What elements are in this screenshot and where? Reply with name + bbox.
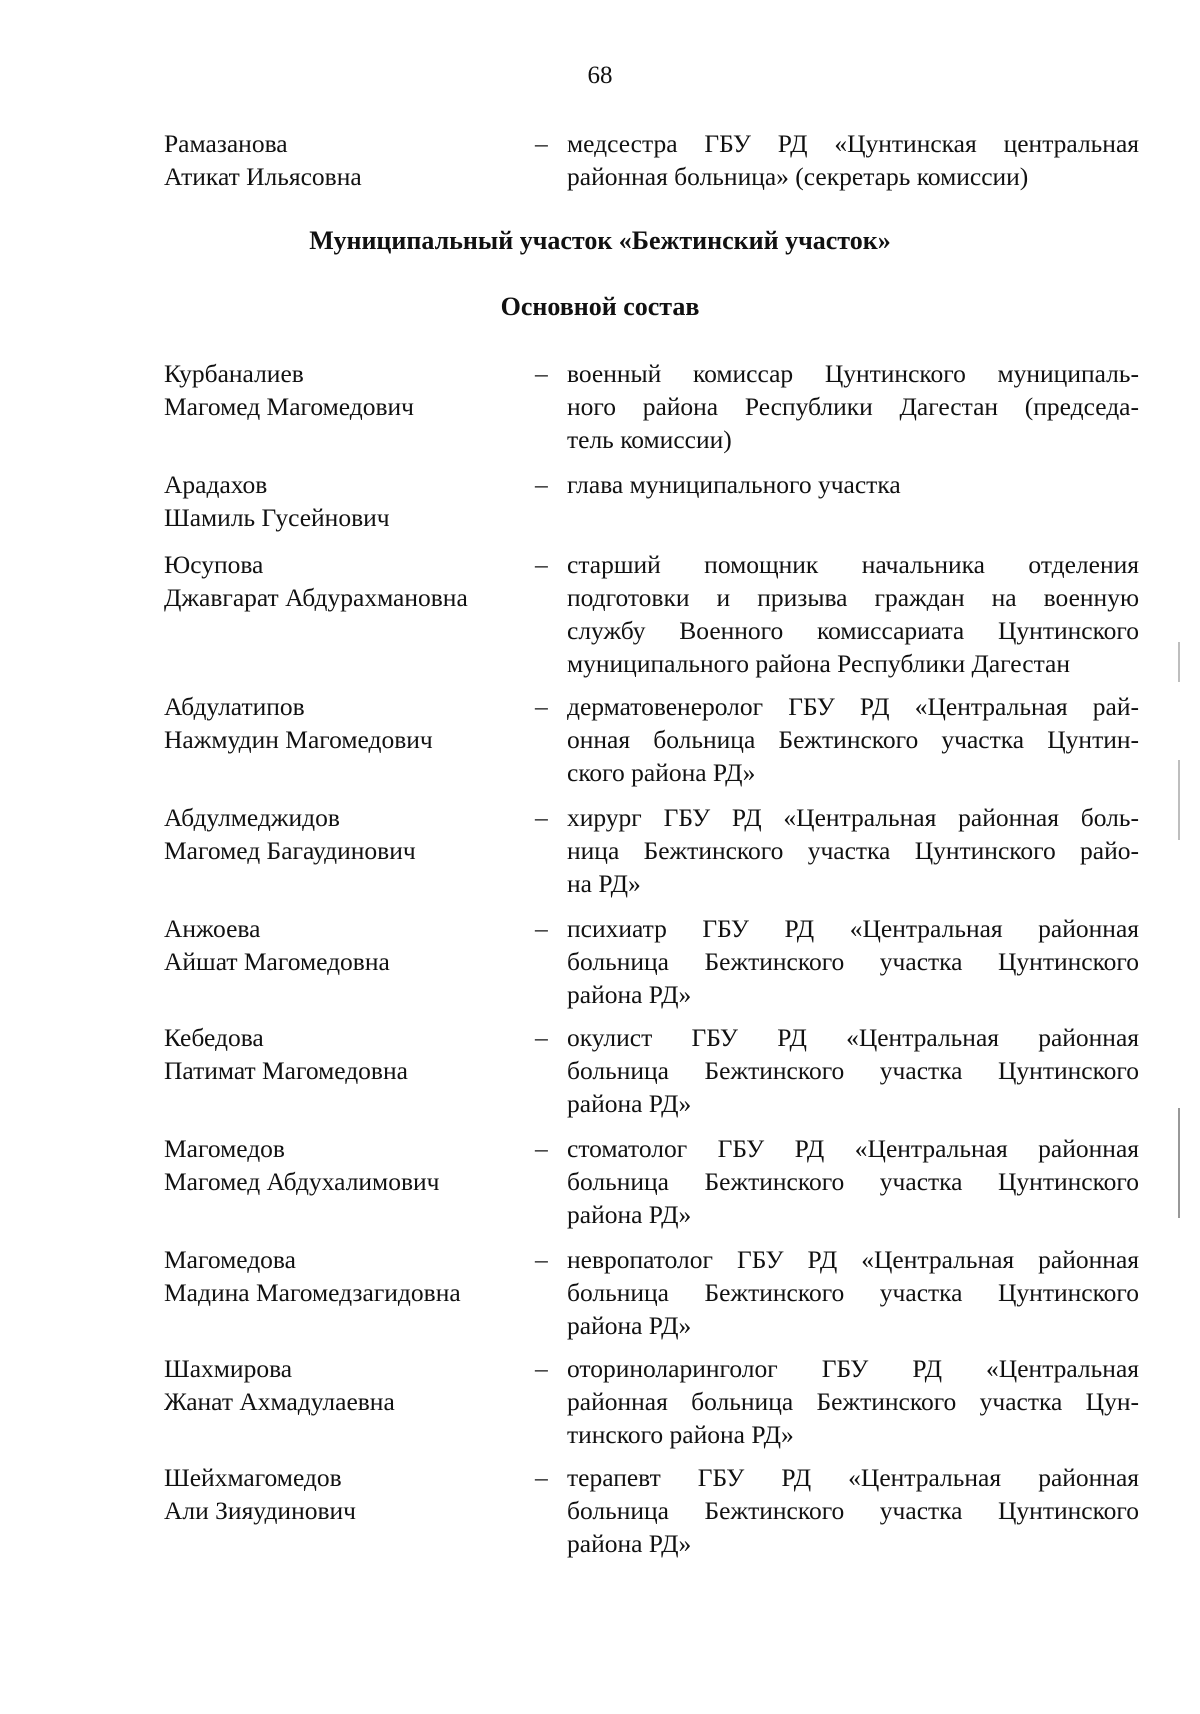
member-surname: Шахмирова — [164, 1354, 293, 1383]
dash-separator: – — [535, 1023, 548, 1052]
member-name — [164, 1021, 524, 1087]
member-role — [567, 357, 1139, 456]
role-line: оториноларинголог ГБУ РД «Центральная — [567, 1354, 1139, 1383]
member-role — [567, 1243, 1139, 1342]
member-role — [567, 801, 1139, 900]
role-line: ного района Республики Дагестан (председа- — [567, 392, 1139, 421]
member-given-names: Джавгарат Абдурахмановна — [164, 583, 468, 612]
member-name — [164, 548, 524, 614]
dash-separator: – — [535, 1354, 548, 1383]
scan-edge-mark — [1178, 642, 1180, 682]
member-role — [567, 1461, 1139, 1560]
member-surname: Абдулатипов — [164, 692, 305, 721]
member-role — [567, 1132, 1139, 1231]
role-line: онная больница Бежтинского участка Цунтин- — [567, 725, 1139, 754]
member-surname: Арадахов — [164, 470, 268, 499]
role-line: глава муниципального участка — [567, 470, 901, 499]
role-line: военный комиссар Цунтинского муниципаль- — [567, 359, 1139, 388]
member-name — [164, 801, 524, 867]
role-line: тинского района РД» — [567, 1420, 794, 1449]
scan-edge-mark — [1178, 1108, 1180, 1218]
role-line: службу Военного комиссариата Цунтинского — [567, 616, 1139, 645]
role-line: района РД» — [567, 980, 692, 1009]
role-line: стоматолог ГБУ РД «Центральная районная — [567, 1134, 1139, 1163]
role-line: на РД» — [567, 869, 641, 898]
dash-separator: – — [535, 550, 548, 579]
member-role — [567, 690, 1139, 789]
role-line: больница Бежтинского участка Цунтинского — [567, 1278, 1139, 1307]
member-surname: Юсупова — [164, 550, 264, 579]
member-name — [164, 1461, 524, 1527]
member-role — [567, 912, 1139, 1011]
role-line: старший помощник начальника отделения — [567, 550, 1139, 579]
dash-separator: – — [535, 1463, 548, 1492]
role-line: ского района РД» — [567, 758, 756, 787]
role-line: подготовки и призыва граждан на военную — [567, 583, 1139, 612]
role-line: больница Бежтинского участка Цунтинского — [567, 1167, 1139, 1196]
role-line: района РД» — [567, 1311, 692, 1340]
dash-separator: – — [535, 470, 548, 499]
role-line: муниципального района Республики Дагестан — [567, 649, 1070, 678]
dash-separator: – — [535, 129, 548, 158]
member-role — [567, 1021, 1139, 1120]
member-surname: Магомедова — [164, 1245, 296, 1274]
member-given-names: Мадина Магомедзагидовна — [164, 1278, 461, 1307]
role-line: районная больница Бежтинского участка Цун- — [567, 1387, 1139, 1416]
role-line: района РД» — [567, 1089, 692, 1118]
role-line: больница Бежтинского участка Цунтинского — [567, 1056, 1139, 1085]
member-role — [567, 127, 1139, 193]
member-surname: Курбаналиев — [164, 359, 304, 388]
member-surname: Кебедова — [164, 1023, 264, 1052]
member-name — [164, 912, 524, 978]
member-given-names: Шамиль Гусейнович — [164, 503, 390, 532]
role-line: ница Бежтинского участка Цунтинского райо- — [567, 836, 1139, 865]
section-heading: Муниципальный участок «Бежтинский участок» — [309, 226, 891, 255]
role-line: хирург ГБУ РД «Центральная районная боль- — [567, 803, 1139, 832]
member-name — [164, 357, 524, 423]
dash-separator: – — [535, 692, 548, 721]
role-line: района РД» — [567, 1200, 692, 1229]
member-name — [164, 1352, 524, 1418]
member-role — [567, 468, 1139, 501]
member-name — [164, 1243, 524, 1309]
member-name — [164, 468, 524, 534]
role-line: района РД» — [567, 1529, 692, 1558]
member-role — [567, 1352, 1139, 1451]
member-role — [567, 548, 1139, 680]
role-line: районная больница» (секретарь комиссии) — [567, 162, 1029, 191]
member-surname: Шейхмагомедов — [164, 1463, 342, 1492]
member-surname: Абдулмеджидов — [164, 803, 340, 832]
member-given-names: Али Зияудинович — [164, 1496, 356, 1525]
member-surname: Рамазанова — [164, 129, 288, 158]
role-line: окулист ГБУ РД «Центральная районная — [567, 1023, 1139, 1052]
role-line: невропатолог ГБУ РД «Центральная районная — [567, 1245, 1139, 1274]
role-line: психиатр ГБУ РД «Центральная районная — [567, 914, 1139, 943]
member-given-names: Магомед Магомедович — [164, 392, 414, 421]
member-surname: Магомедов — [164, 1134, 285, 1163]
subsection-heading: Основной состав — [500, 292, 700, 321]
member-given-names: Патимат Магомедовна — [164, 1056, 408, 1085]
role-line: терапевт ГБУ РД «Центральная районная — [567, 1463, 1139, 1492]
member-given-names: Атикат Ильясовна — [164, 162, 362, 191]
role-line: дерматовенеролог ГБУ РД «Центральная рай- — [567, 692, 1139, 721]
member-surname: Анжоева — [164, 914, 261, 943]
dash-separator: – — [535, 359, 548, 388]
member-given-names: Магомед Багаудинович — [164, 836, 416, 865]
member-given-names: Жанат Ахмадулаевна — [164, 1387, 395, 1416]
dash-separator: – — [535, 803, 548, 832]
member-name — [164, 127, 524, 193]
page-number: 68 — [587, 62, 613, 89]
dash-separator: – — [535, 914, 548, 943]
dash-separator: – — [535, 1134, 548, 1163]
role-line: больница Бежтинского участка Цунтинского — [567, 1496, 1139, 1525]
role-line: тель комиссии) — [567, 425, 732, 454]
scan-edge-mark — [1178, 760, 1180, 840]
role-line: больница Бежтинского участка Цунтинского — [567, 947, 1139, 976]
member-name — [164, 690, 524, 756]
member-given-names: Нажмудин Магомедович — [164, 725, 433, 754]
member-name — [164, 1132, 524, 1198]
member-given-names: Айшат Магомедовна — [164, 947, 390, 976]
role-line: медсестра ГБУ РД «Цунтинская центральная — [567, 129, 1139, 158]
member-given-names: Магомед Абдухалимович — [164, 1167, 440, 1196]
dash-separator: – — [535, 1245, 548, 1274]
